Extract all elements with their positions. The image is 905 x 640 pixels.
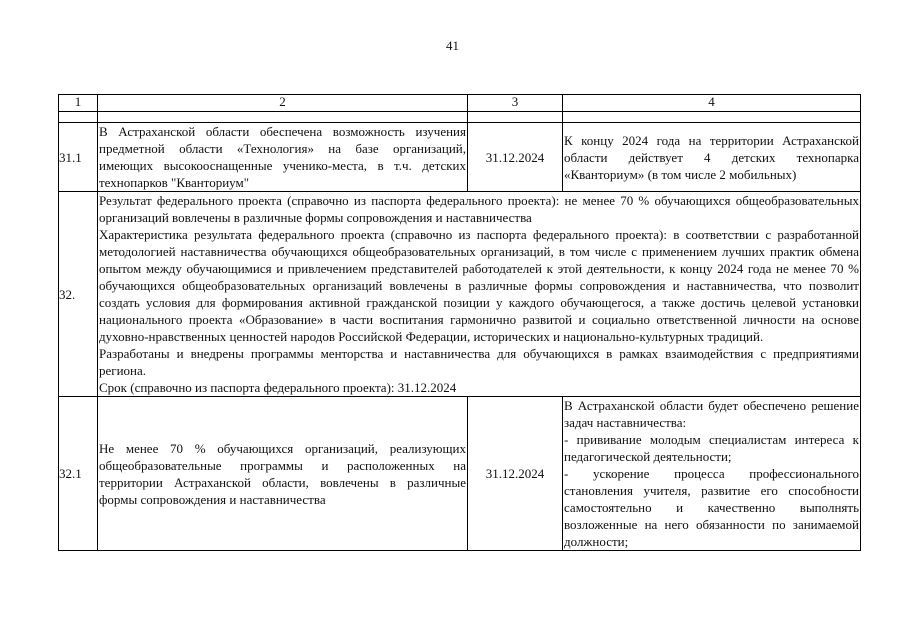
- page-number: 41: [446, 38, 459, 53]
- table-row: [59, 123, 861, 192]
- result-line: - ускорение процесса профессионального становления учителя, развитие его способности самостоятельно и качественно выполнять возложенные на него обязанности по занимаемой должности;: [564, 466, 859, 549]
- header-col-1: 1: [59, 95, 98, 112]
- federal-deadline-text: Срок (справочно из паспорта федерального проекта): 31.12.2024: [99, 380, 457, 395]
- spacer-row: [59, 112, 861, 123]
- plan-table: [58, 94, 861, 551]
- federal-result-characteristic: Характеристика результата федерального проекта (справочно из паспорта федерального проекта): в соответствии с разработанной методологией наставничества обучающихся общеобразовательных организаций, в том числе с применением лучших практик обмена опытом между обучающимися и привлечением представителей работодателей к этой деятельности, к концу 2024 года не менее 70 % обучающихся общеобразовательных организаций вовлечены в различные формы сопровождения и наставничества, что позволит создать условия для формирования активной гражданской позиции у каждого обучающегося, а также достичь целевой установки национального проекта «Образование» в части воспитания гармонично развитой и социально ответственной личности на основе духовно-нравственных ценностей народов Российской Федерации, исторических и национально-культурных традиций.: [99, 227, 859, 344]
- expected-result: К концу 2024 года на территории Астраханской области действует 4 детских технопарка «Кванториум» (в том числе 2 мобильных): [563, 123, 861, 192]
- row-number: 32.1: [59, 397, 98, 551]
- result-line: - прививание молодым специалистам интереса к педагогической деятельности;: [564, 432, 859, 464]
- header-row: [59, 95, 861, 112]
- federal-result-text: Результат федерального проекта (справочно из паспорта федерального проекта): не менее 70 % обучающихся общеобразовательных организаций вовлечены в различные формы сопровождения и наставничества: [99, 193, 859, 225]
- federal-result-block: [98, 192, 861, 397]
- table-row: [59, 397, 861, 551]
- header-col-3: 3: [468, 95, 563, 112]
- table-row: [59, 192, 861, 397]
- header-col-4: 4: [563, 95, 861, 112]
- result-line: В Астраханской области будет обеспечено решение задач наставничества:: [564, 398, 859, 430]
- row-number: 32.: [59, 192, 98, 397]
- expected-result: [563, 397, 861, 551]
- row-number: 31.1: [59, 123, 98, 192]
- header-col-2: 2: [98, 95, 468, 112]
- mentoring-programs-text: Разработаны и внедрены программы менторства и наставничества для обучающихся в рамках взаимодействия с предприятиями региона.: [99, 346, 859, 378]
- measure-text: Не менее 70 % обучающихся организаций, реализующих общеобразовательные программы и расположенных на территории Астраханской области, вовлечены в различные формы сопровождения и наставничества: [98, 397, 468, 551]
- deadline-date: 31.12.2024: [468, 397, 563, 551]
- deadline-date: 31.12.2024: [468, 123, 563, 192]
- measure-text: В Астраханской области обеспечена возможность изучения предметной области «Технология» на базе организаций, имеющих высокооснащенные ученико-места, в т.ч. детских технопарков "Кванториум": [99, 124, 466, 190]
